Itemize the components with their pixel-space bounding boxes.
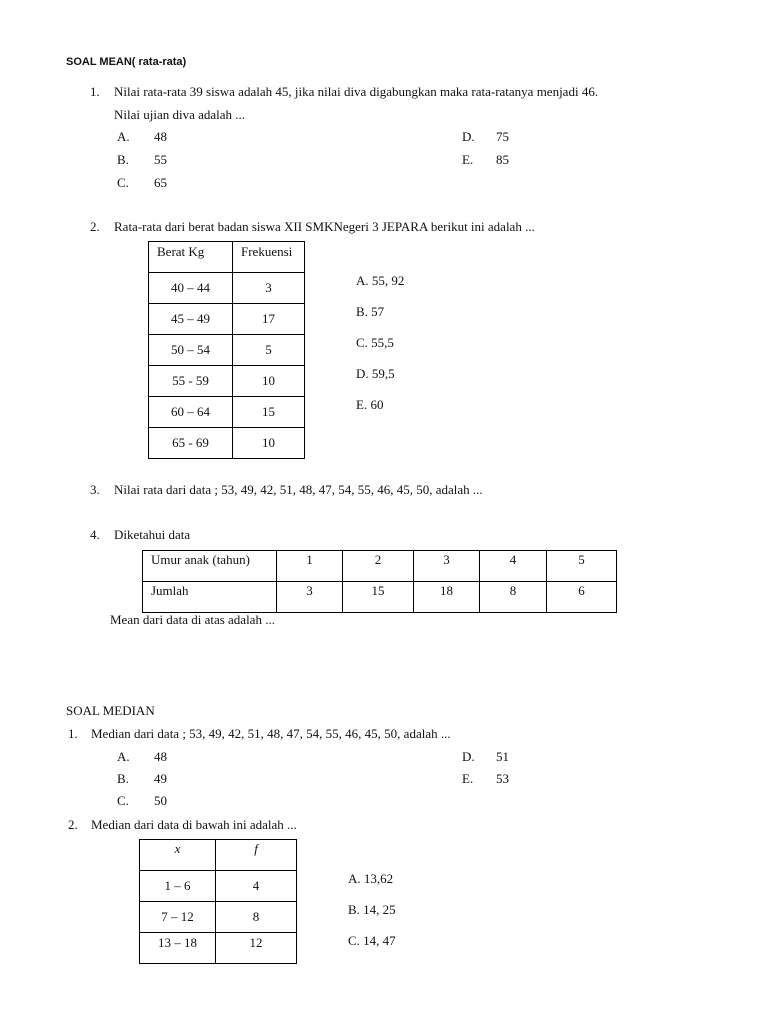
question-text-cont: Nilai ujian diva adalah ... (114, 107, 246, 122)
table-cell: 12 (216, 933, 297, 964)
median-section-title: SOAL MEDIAN (66, 703, 155, 718)
option-letter: C. (117, 175, 129, 190)
table-cell: 17 (233, 304, 305, 335)
option-letter: D. (462, 129, 475, 144)
table-row-label: Jumlah (143, 582, 277, 613)
age-count-table (142, 550, 617, 613)
question-number: 2. (68, 817, 78, 832)
option-letter: C. (117, 793, 129, 808)
table-cell: 7 – 12 (140, 902, 216, 933)
option: A. 55, 92 (356, 273, 405, 288)
mean-section-title: SOAL MEAN( rata-rata) (66, 56, 187, 68)
table-header: x (140, 840, 216, 871)
option: C. 55,5 (356, 335, 394, 350)
table-cell: 15 (343, 582, 414, 613)
table-cell: 8 (480, 582, 547, 613)
table-cell: 45 – 49 (149, 304, 233, 335)
table-cell: 2 (343, 551, 414, 582)
question-text: Nilai rata-rata 39 siswa adalah 45, jika nilai diva digabungkan maka rata-ratanya menjadi 46. (114, 84, 599, 99)
table-cell: 60 – 64 (149, 397, 233, 428)
weight-frequency-table (148, 241, 305, 459)
grouped-data-table (139, 839, 297, 964)
question-text: Median dari data ; 53, 49, 42, 51, 48, 47, 54, 55, 46, 45, 50, adalah ... (91, 726, 451, 741)
table-cell: 13 – 18 (140, 933, 216, 964)
table-cell: 3 (233, 273, 305, 304)
table-cell: 1 (277, 551, 343, 582)
option-letter: E. (462, 771, 474, 786)
option-value: 53 (496, 771, 509, 786)
option-value: 49 (154, 771, 167, 786)
table-cell: 5 (233, 335, 305, 366)
table-cell: 18 (414, 582, 480, 613)
question-text: Rata-rata dari berat badan siswa XII SMKNegeri 3 JEPARA berikut ini adalah ... (114, 219, 535, 234)
table-cell: 8 (216, 902, 297, 933)
option-letter: E. (462, 152, 474, 167)
table-cell: 5 (547, 551, 617, 582)
table-cell: 40 – 44 (149, 273, 233, 304)
table-cell: 10 (233, 366, 305, 397)
option-letter: A. (117, 129, 130, 144)
table-header: Berat Kg (149, 242, 233, 273)
table-row-label: Umur anak (tahun) (143, 551, 277, 582)
option: D. 59,5 (356, 366, 395, 381)
question-text: Nilai rata dari data ; 53, 49, 42, 51, 48, 47, 54, 55, 46, 45, 50, adalah ... (114, 482, 483, 497)
question-text: Median dari data di bawah ini adalah ... (91, 817, 297, 832)
option: B. 57 (356, 304, 385, 319)
table-cell: 3 (414, 551, 480, 582)
table-cell: 3 (277, 582, 343, 613)
table-cell: 55 - 59 (149, 366, 233, 397)
question-number: 1. (68, 726, 78, 741)
table-cell: 4 (480, 551, 547, 582)
table-cell: 50 – 54 (149, 335, 233, 366)
option-letter: B. (117, 152, 129, 167)
option-letter: B. (117, 771, 129, 786)
question-text-cont: Mean dari data di atas adalah ... (110, 612, 275, 627)
option-value: 55 (154, 152, 167, 167)
question-number: 1. (90, 84, 100, 99)
table-cell: 15 (233, 397, 305, 428)
table-cell: 10 (233, 428, 305, 459)
table-header: f (216, 840, 297, 871)
question-number: 4. (90, 527, 100, 542)
option-value: 65 (154, 175, 167, 190)
question-number: 2. (90, 219, 100, 234)
option: A. 13,62 (348, 871, 394, 886)
table-cell: 4 (216, 871, 297, 902)
option: E. 60 (356, 397, 384, 412)
option-value: 48 (154, 129, 167, 144)
table-header: Frekuensi (233, 242, 305, 273)
question-number: 3. (90, 482, 100, 497)
option-value: 51 (496, 749, 509, 764)
option-value: 48 (154, 749, 167, 764)
question-text: Diketahui data (114, 527, 191, 542)
table-cell: 1 – 6 (140, 871, 216, 902)
option-letter: A. (117, 749, 130, 764)
option-value: 85 (496, 152, 509, 167)
option-value: 75 (496, 129, 509, 144)
table-cell: 65 - 69 (149, 428, 233, 459)
option-value: 50 (154, 793, 167, 808)
option: C. 14, 47 (348, 933, 396, 948)
option-letter: D. (462, 749, 475, 764)
table-cell: 6 (547, 582, 617, 613)
option: B. 14, 25 (348, 902, 396, 917)
